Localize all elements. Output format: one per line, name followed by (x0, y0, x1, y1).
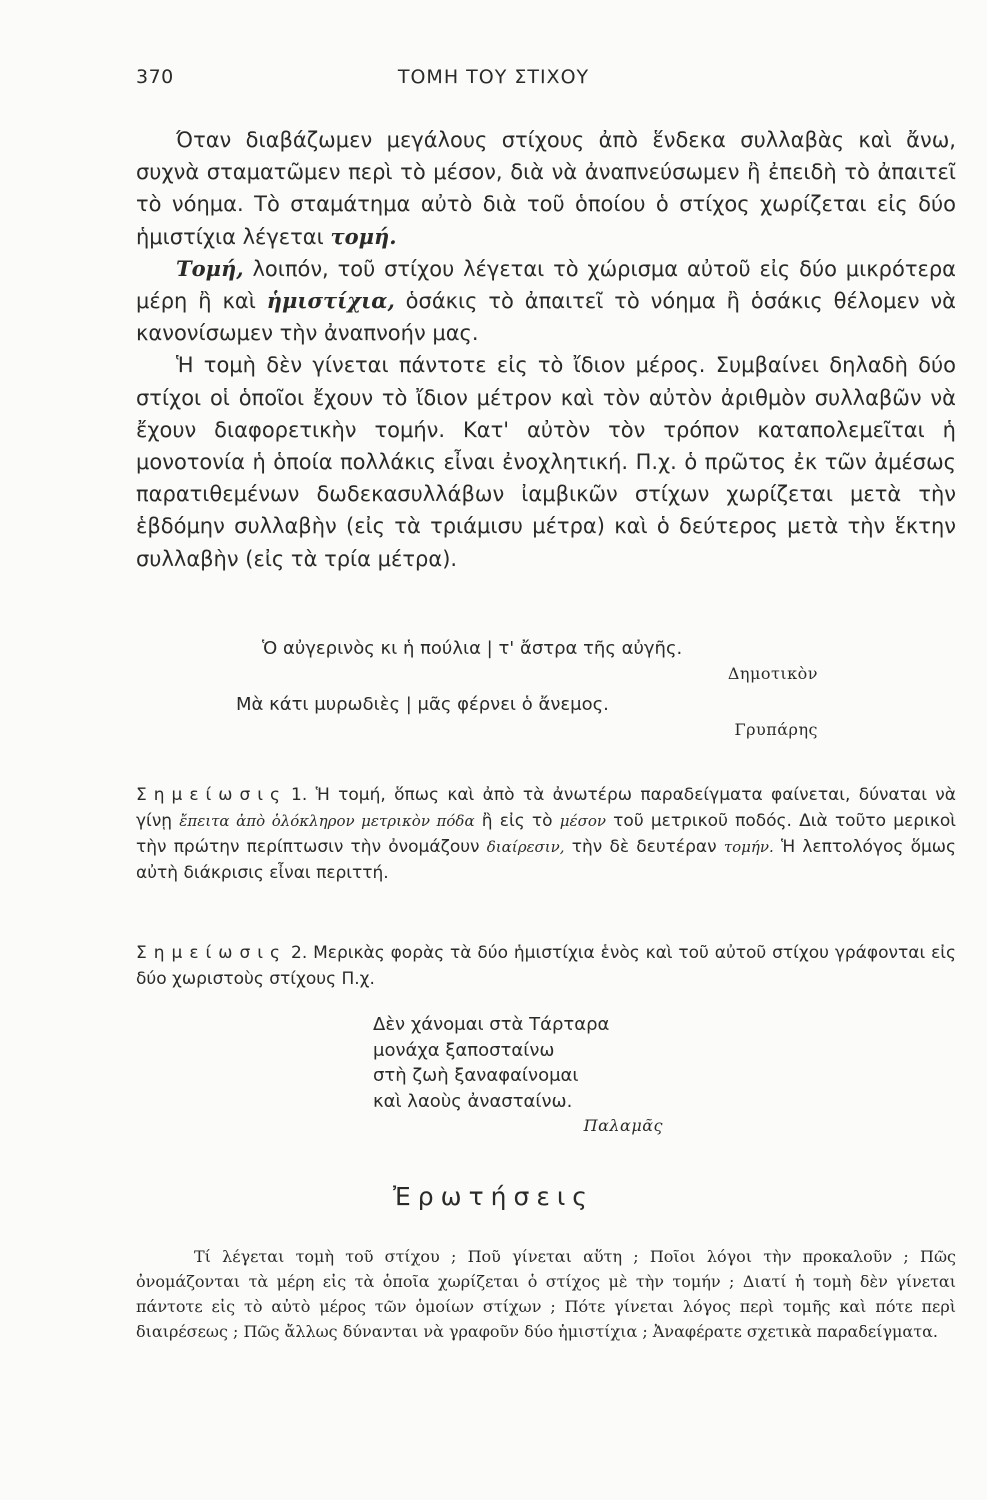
paragraph-2 (136, 253, 956, 350)
note-1-text-c: τοῦ μετρικοῦ ποδός. Διὰ τοῦτο μερικοὶ τὴν πρώτην περίπτωσιν τὴν ὀνομάζουν (136, 811, 956, 857)
paragraph-1-text: Όταν διαβάζωμεν μεγάλους στίχους ἀπὸ ἕνδεκα συλλαβὰς καὶ ἄνω, συχνὰ σταματῶμεν περὶ τὸ μέσον, διὰ νὰ ἀναπνεύσωμεν ἢ ἐπειδὴ τὸ ἀπαιτεῖ τὸ νόημα. Τὸ σταμάτημα αὐτὸ διὰ τοῦ ὁποίου ὁ στίχος χωρίζεται εἰς δύο ἡμιστίχια λέγεται (136, 128, 956, 249)
note-1-text-e: Ἡ λεπτολόγος ὅμως αὐτὴ διάκρισις εἶναι περιττή. (136, 837, 957, 883)
verse2-line-4: καὶ λαοὺς ἀνασταίνω. (373, 1090, 573, 1112)
note-1-ital-d: τομήν. (723, 838, 774, 856)
questions-heading: Ἐρωτήσεις (393, 1182, 594, 1211)
questions-text: Τί λέγεται τομὴ τοῦ στίχου ; Ποῦ γίνεται αὕτη ; Ποῖοι λόγοι τὴν προκαλοῦν ; Πῶς ὀνομάζονται τὰ μέρη εἰς τὰ ὁποῖα χωρίζεται ὁ στίχος μὲ τὴν τομήν ; Διατί ἡ τομὴ δὲν γίνεται πάντοτε εἰς τὸ αὐτὸ μέρος τῶν ὁμοίων στίχων ; Πότε γίνεται λόγος περὶ τομῆς καὶ πότε περὶ διαιρέσεως ; Πῶς ἄλλως δύνανται νὰ γραφοῦν δύο ἡμιστίχια ; Ἀναφέρατε σχετικὰ παραδείγματα. (136, 1247, 956, 1341)
paragraph-3: Ἡ τομὴ δὲν γίνεται πάντοτε εἰς τὸ ἴδιον μέρος. Συμβαίνει δηλαδὴ δύο στίχοι οἱ ὁποῖοι ἔχουν τὸ ἴδιον μέτρον καὶ τὸν αὐτὸν ἀριθμὸν συλλαβῶν νὰ ἔχουν διαφορετικὴν τομήν. Κατ' αὐτὸν τὸν τρόπον καταπολεμεῖται ἡ μονοτονία ἡ ὁποία πολλάκις εἶναι ἐνοχλητική. Π.χ. ὁ πρῶτος ἐκ τῶν ἀμέσως παρατιθεμένων δωδεκασυλλάβων ἰαμβικῶν στίχων χωρίζεται μετὰ τὴν ἑβδόμην συλλαβὴν (εἰς τὰ τριάμισυ μέτρα) καὶ ὁ δεύτερος μετὰ τὴν ἕκτην συλλαβὴν (εἰς τὰ τρία μέτρα). (136, 353, 956, 571)
verse-line-2: Μὰ κάτι μυρωδιὲς | μᾶς φέρνει ὁ ἄνεμος. (236, 694, 609, 715)
verse-line-1: Ὁ αὐγερινὸς κι ἡ πούλια | τ' ἄστρα τῆς αὐγῆς. (262, 638, 683, 659)
note-1 (136, 782, 956, 886)
note-2-text: Μερικὰς φορὰς τὰ δύο ἡμιστίχια ἑνὸς καὶ τοῦ αὐτοῦ στίχου γράφονται εἰς δύο χωριστοὺς στίχους Π.χ. (136, 943, 956, 989)
verse2-line-2: μονάχα ξαποσταίνω (373, 1039, 555, 1061)
paragraph-2-text-a: λοιπόν, τοῦ στίχου λέγεται τὸ χώρισμα αὐτοῦ εἰς δύο μικρότερα μέρη ἢ καὶ (136, 256, 956, 314)
verse2-line-1: Δὲν χάνομαι στὰ Τάρταρα (373, 1014, 610, 1035)
body-text (136, 124, 956, 575)
running-title: ΤΟΜΗ ΤΟΥ ΣΤΙΧΟΥ (397, 66, 590, 88)
verse-attribution-2: Γρυπάρης (734, 720, 818, 739)
verse-example-2 (373, 1012, 663, 1144)
note-1-number: 1. (291, 785, 308, 805)
term-tomi-2: Τομή, (176, 255, 244, 281)
verse2-attribution: Παλαμᾶς (583, 1116, 663, 1135)
note-1-text-d: τὴν δὲ δευτέραν (564, 837, 724, 857)
verse-attribution-1: Δημοτικὸν (727, 664, 818, 683)
page-number: 370 (136, 66, 174, 88)
paragraph-1 (136, 124, 956, 253)
note-1-ital-a: ἔπειτα ἀπὸ ὁλόκληρον μετρικὸν πόδα (179, 812, 475, 830)
note-1-text-b: ἢ εἰς τὸ (474, 811, 560, 831)
verse2-line-3: στὴ ζωὴ ξαναφαίνομαι (373, 1065, 579, 1086)
note-1-text-a: Ἡ τομή, ὅπως καὶ ἀπὸ τὰ ἀνωτέρω παραδείγματα φαίνεται, δύναται νὰ γίνῃ (136, 785, 956, 831)
note-1-ital-c: διαίρεσιν, (486, 838, 565, 856)
note-1-ital-b: μέσον (559, 812, 606, 830)
note-2-number: 2. (291, 943, 308, 963)
note-2-label: Σημείωσις (136, 943, 288, 963)
note-1-label: Σημείωσις (136, 785, 288, 805)
verse-example-1 (236, 636, 818, 748)
paragraph-2-text-b: ὁσάκις τὸ ἀπαιτεῖ τὸ νόημα ἢ ὁσάκις θέλομεν νὰ κανονίσωμεν τὴν ἀναπνοήν μας. (136, 289, 957, 346)
note-2 (136, 940, 956, 992)
term-tomi: τομή. (330, 223, 397, 249)
term-imistixia: ἡμιστίχια, (266, 288, 395, 314)
